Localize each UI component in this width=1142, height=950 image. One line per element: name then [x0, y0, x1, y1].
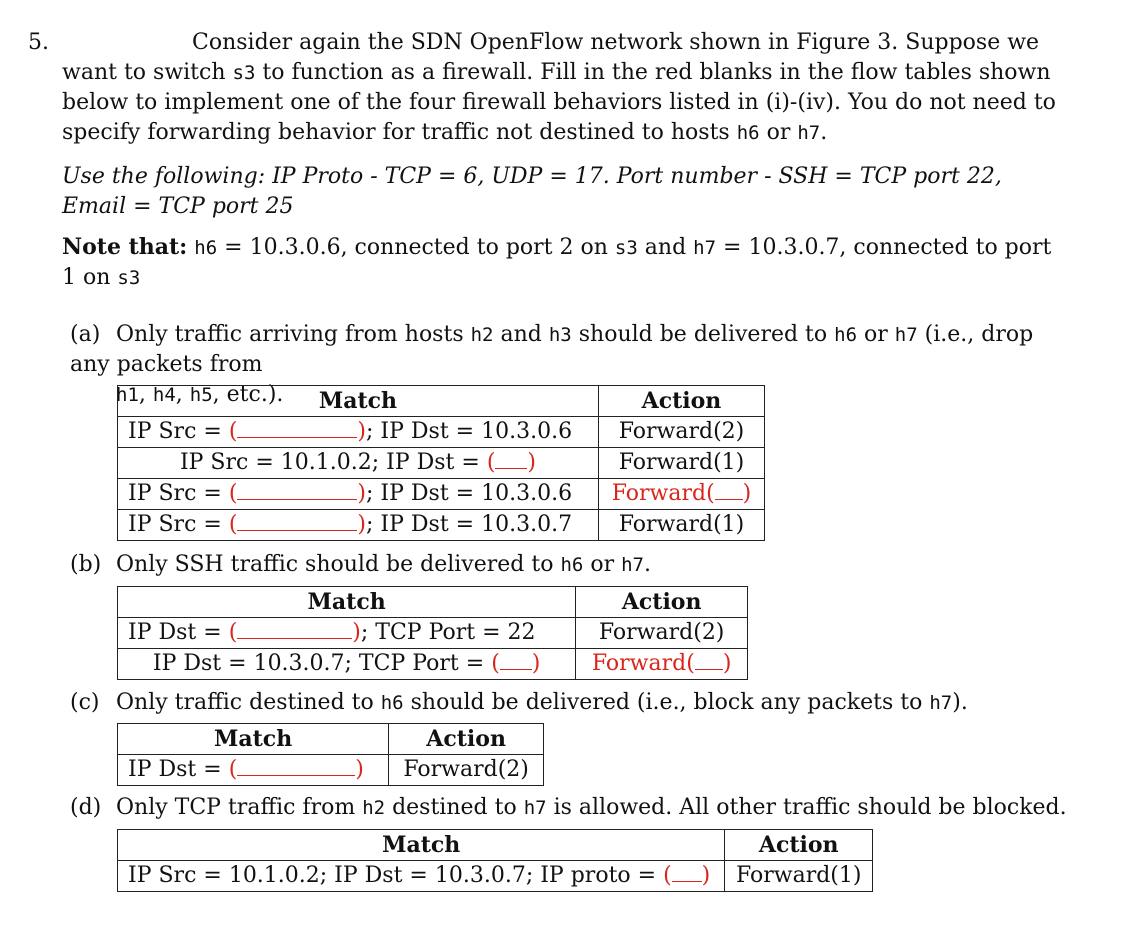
table-row: IP Src = 10.1.0.2; IP Dst = ( ) Forward(1) [118, 448, 765, 479]
header-action: Action [598, 386, 764, 417]
header-action: Action [389, 724, 544, 755]
header-match: Match [118, 587, 576, 618]
question-intro: Consider again the SDN OpenFlow network shown in Figure 3. Suppose we want to switch s3 to function as a firewall. Fill in the red blanks in the flow tables shown below to implement one of the four firewall behaviors listed in (i)-(iv). You do not need to specify forwarding behavior for traffic not destined to hosts h6 or h7. [62, 30, 1056, 145]
table-row: IP Src = ( ); IP Dst = 10.3.0.7 Forward(1) [118, 510, 765, 541]
flow-table-a [117, 385, 765, 541]
blank-field[interactable] [237, 774, 355, 776]
blank-field[interactable] [237, 637, 352, 639]
question-number: 5. [28, 30, 49, 55]
note-line: Note that: h6 = 10.3.0.6, connected to port 2 on s3 and h7 = 10.3.0.7, connected to port 1 on s3 [62, 234, 1052, 290]
table-row: IP Src = 10.1.0.2; IP Dst = 10.3.0.7; IP proto = ( ) Forward(1) [118, 861, 873, 892]
flow-table-b [117, 586, 748, 680]
blank-field[interactable] [715, 498, 743, 500]
blank-field[interactable] [695, 668, 723, 670]
blank-field[interactable] [495, 467, 527, 469]
header-match: Match [118, 830, 725, 861]
header-match: Match [118, 724, 389, 755]
part-a-text: (a) Only traffic arriving from hosts h2 and h3 should be delivered to h6 or h7 (i.e., drop any packets from h1, h4, h5, etc.). [70, 322, 1034, 407]
flow-table-c [117, 723, 544, 786]
table-row: IP Src = ( ); IP Dst = 10.3.0.6 Forward(2) [118, 417, 765, 448]
part-d-text: (d) Only TCP traffic from h2 destined to h7 is allowed. All other traffic should be blocked. [70, 795, 1067, 820]
table-row: IP Dst = ( ); TCP Port = 22 Forward(2) [118, 618, 748, 649]
table-row: IP Dst = ( ) Forward(2) [118, 755, 544, 786]
table-row: IP Src = ( ); IP Dst = 10.3.0.6 Forward( ) [118, 479, 765, 510]
header-action: Action [725, 830, 873, 861]
blank-field[interactable] [500, 668, 532, 670]
table-row: IP Dst = 10.3.0.7; TCP Port = ( ) Forward( ) [118, 649, 748, 680]
flow-table-d [117, 829, 873, 892]
use-following-line: Use the following: IP Proto - TCP = 6, UDP = 17. Port number - SSH = TCP port 22, Email = TCP port 25 [62, 164, 1002, 219]
blank-field[interactable] [672, 880, 702, 882]
blank-field[interactable] [237, 436, 357, 438]
header-action: Action [576, 587, 748, 618]
blank-field[interactable] [237, 529, 357, 531]
part-c-text: (c) Only traffic destined to h6 should be delivered (i.e., block any packets to h7). [70, 690, 968, 715]
part-b-text: (b) Only SSH traffic should be delivered to h6 or h7. [70, 552, 651, 577]
header-match: Match [118, 386, 599, 417]
blank-field[interactable] [237, 498, 357, 500]
